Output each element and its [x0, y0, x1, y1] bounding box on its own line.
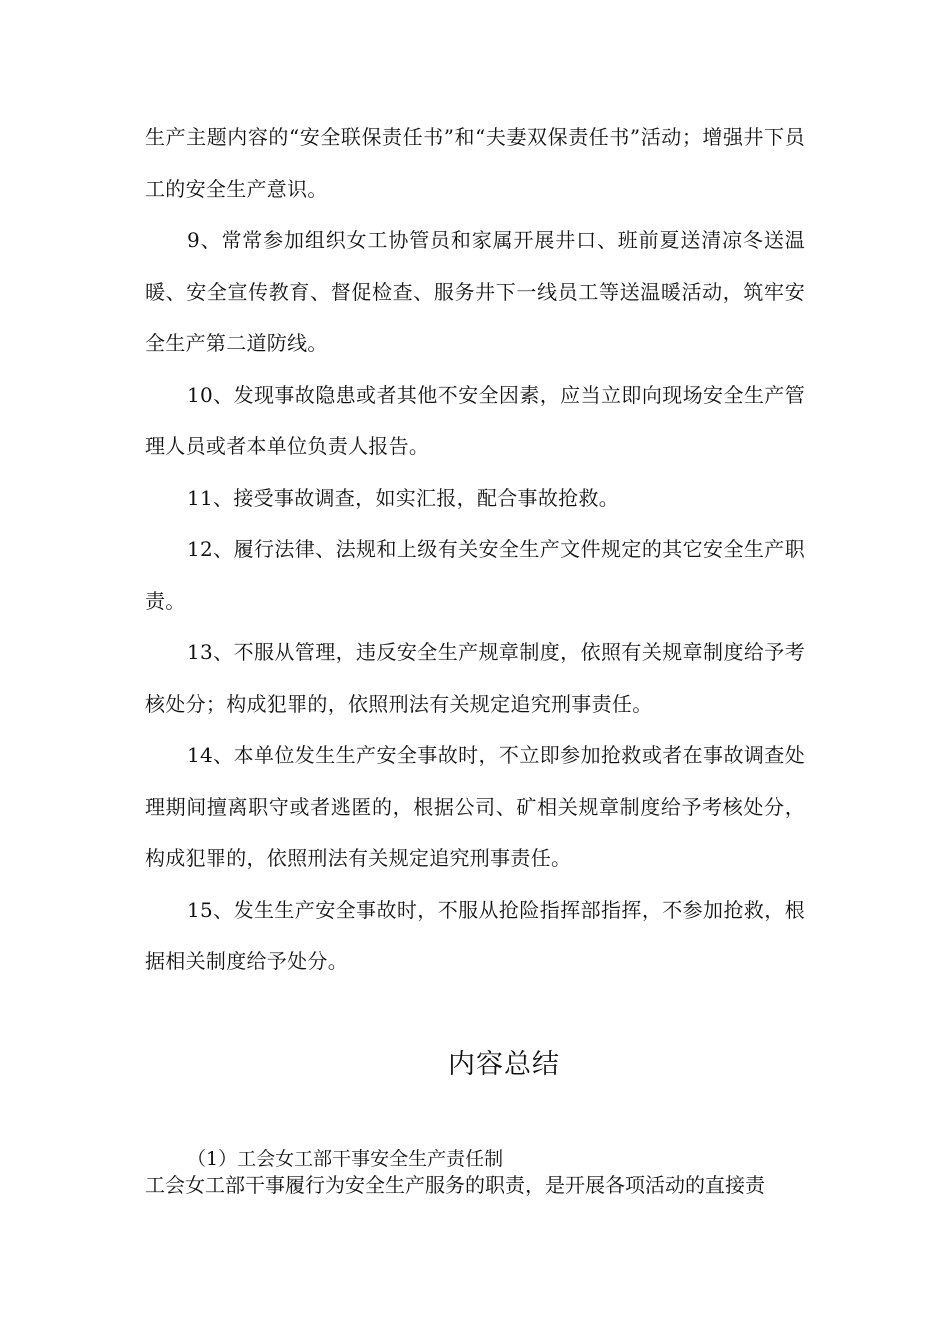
paragraph-item-15: 15、发生生产安全事故时，不服从抢险指挥部指挥，不参加抢救，根据相关制度给予处分。 [145, 897, 805, 973]
paragraph-item-13: 13、不服从管理，违反安全生产规章制度，依照有关规章制度给予考核处分；构成犯罪的，依照刑法有关规定追究刑事责任。 [145, 640, 805, 716]
paragraph-item-12: 12、履行法律、法规和上级有关安全生产文件规定的其它安全生产职责。 [145, 537, 805, 613]
paragraph-continuation: 生产主题内容的“安全联保责任书”和“夫妻双保责任书”活动；增强井下员工的安全生产意识。 [145, 125, 805, 201]
summary-heading: （1）工会女工部干事安全生产责任制 [187, 1148, 504, 1170]
document-body [145, 112, 805, 988]
paragraph-item-14: 14、本单位发生生产安全事故时，不立即参加抢救或者在事故调查处理期间擅离职守或者逃匿的，根据公司、矿相关规章制度给予考核处分，构成犯罪的，依照刑法有关规定追究刑事责任。 [145, 743, 805, 870]
paragraph-item-10: 10、发现事故隐患或者其他不安全因素，应当立即向现场安全生产管理人员或者本单位负责人报告。 [145, 382, 805, 458]
section-title: 内容总结 [448, 1049, 560, 1080]
paragraph-item-9: 9、常常参加组织女工协管员和家属开展井口、班前夏送清凉冬送温暖、安全宣传教育、督促检查、服务井下一线员工等送温暖活动，筑牢安全生产第二道防线。 [145, 228, 805, 355]
paragraph-item-11: 11、接受事故调查，如实汇报，配合事故抢救。 [187, 485, 620, 510]
summary-text: 工会女工部干事履行为安全生产服务的职责，是开展各项活动的直接责 [145, 1173, 765, 1197]
